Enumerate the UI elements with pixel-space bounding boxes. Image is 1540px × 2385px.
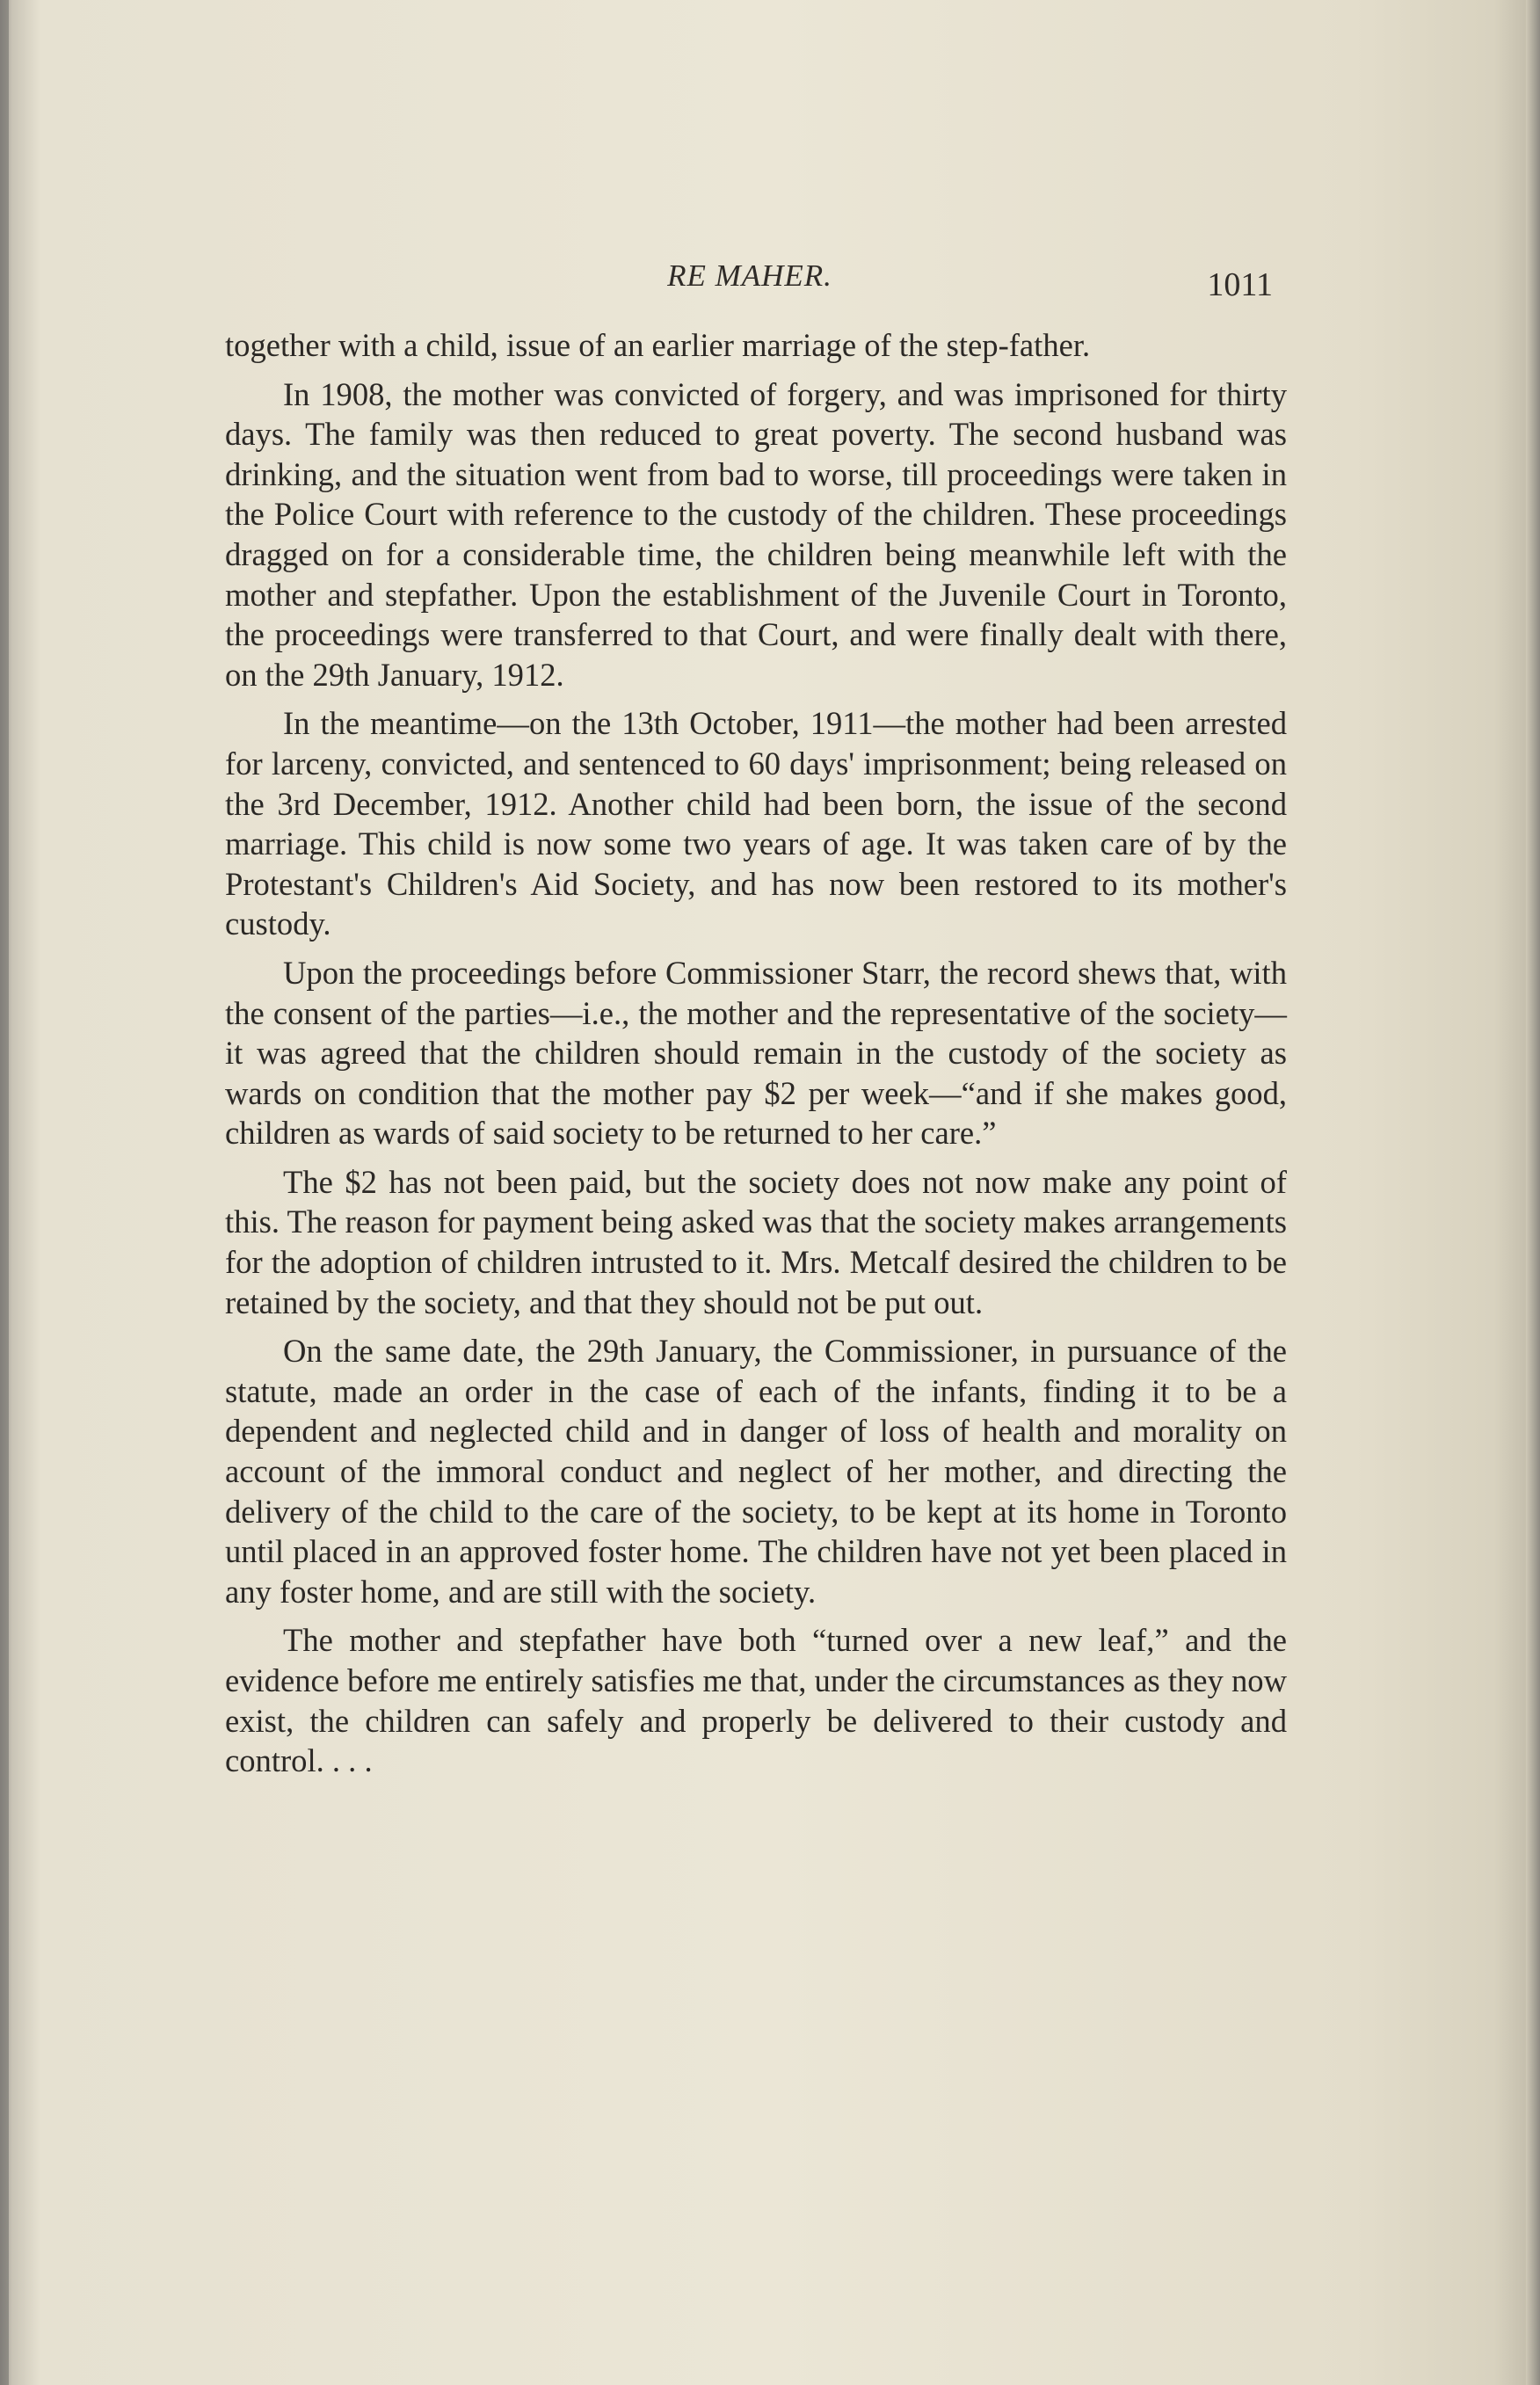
running-head bbox=[227, 253, 1273, 306]
page-edge bbox=[1526, 0, 1540, 2385]
paragraph: Upon the proceedings before Commissioner Starr, the record shews that, with the consent of the parties—i.e., the mother and the representative of the society—it was agreed that the children should remain in the custody of the society as wards on condition that the mother pay $2 per week—“and if she makes good, children as wards of said society to be returned to her care.” bbox=[225, 954, 1287, 1152]
paragraph-continued: together with a child, issue of an earlier marriage of the step-father. bbox=[225, 327, 1091, 363]
paragraph: In 1908, the mother was convicted of forgery, and was imprisoned for thirty days. The family was then reduced to great poverty. The second husband was drinking, and the situation went from bad to worse, till proceedings were taken in the Police Court with reference to the custody of the children. These proceedings dragged on for a considerable time, the children being meanwhile left with the mother and stepfather. Upon the establishment of the Juvenile Court in Toronto, the proceedings were transferred to that Court, and were finally dealt with there, on the 29th January, 1912. bbox=[225, 375, 1287, 693]
body-text bbox=[225, 325, 1287, 1790]
page-number: 1011 bbox=[1207, 266, 1273, 303]
paragraph: The $2 has not been paid, but the society does not now make any point of this. The reason for payment being asked was that the society makes arrangements for the adoption of children intrusted to it. Mrs. Metcalf desired the children to be retained by the society, and that they should not be put out. bbox=[225, 1163, 1287, 1320]
binding-shadow bbox=[0, 0, 9, 2385]
paragraph: In the meantime—on the 13th October, 1911—the mother had been arrested for larceny, convicted, and sentenced to 60 days' imprisonment; being released on the 3rd December, 1912. Another child had been born, the issue of the second marriage. This child is now some two years of age. It was taken care of by the Protestant's Children's Aid Society, and has now been restored to its mother's custody. bbox=[225, 705, 1287, 942]
running-title: RE MAHER. bbox=[667, 258, 832, 293]
paragraph: On the same date, the 29th January, the Commissioner, in pursuance of the statute, made an order in the case of each of the infants, finding it to be a dependent and neglected child and in danger of loss of health and morality on account of the immoral conduct and neglect of her mother, and directing the delivery of the child to the care of the society, to be kept at its home in Toronto until placed in an approved foster home. The children have not yet been placed in any foster home, and are still with the society. bbox=[225, 1333, 1287, 1610]
paragraph: The mother and stepfather have both “turned over a new leaf,” and the evidence before me entirely satisfies me that, under the circumstances as they now exist, the children can safely and properly be delivered to their custody and control. . . . bbox=[225, 1622, 1287, 1779]
